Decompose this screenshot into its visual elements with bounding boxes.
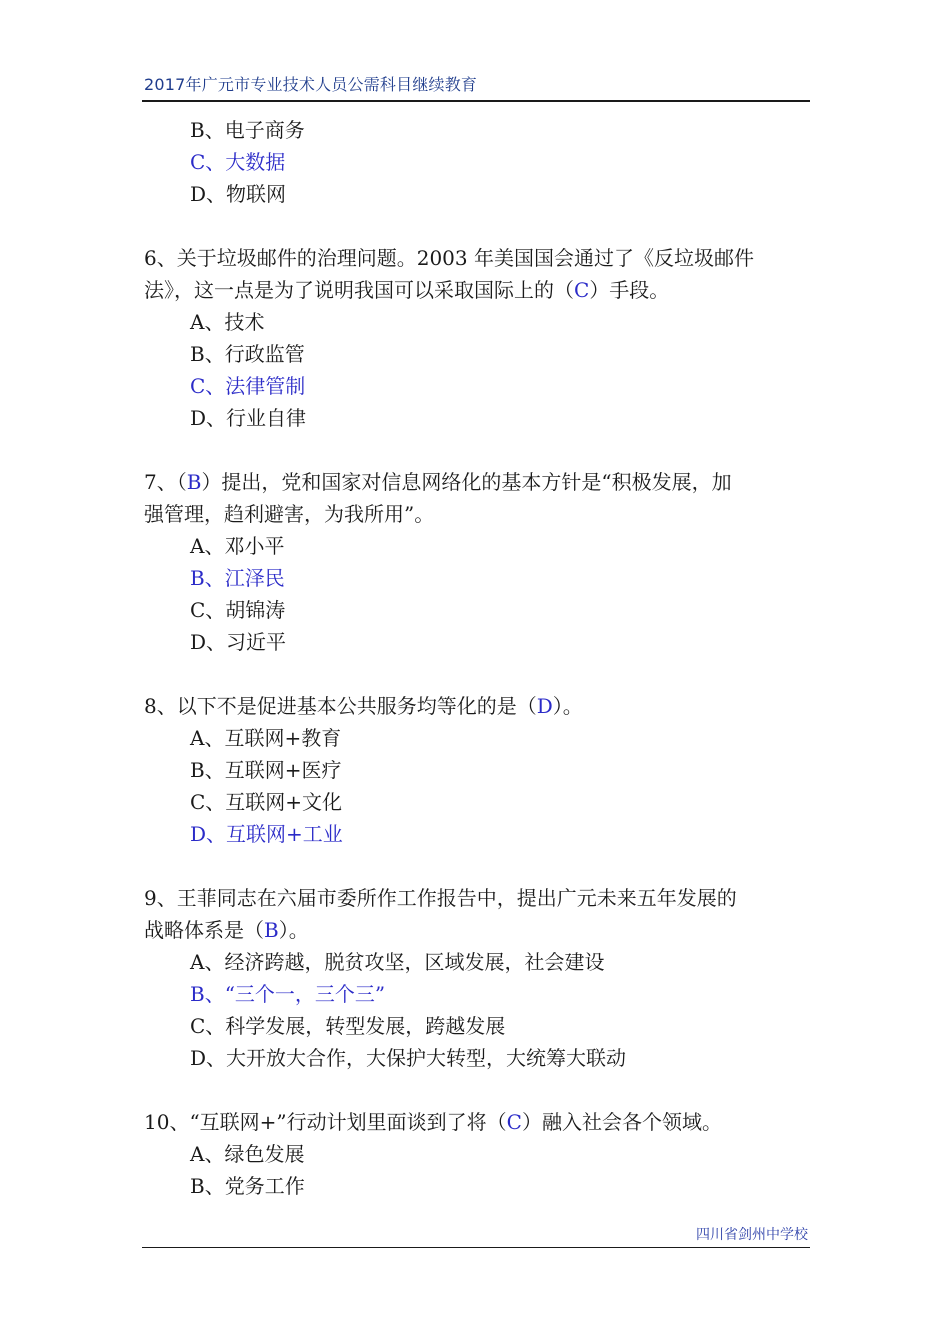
question-text-line (144, 914, 810, 946)
question-text-line: 强管理，趋利避害，为我所用”。 (144, 502, 435, 526)
question-text-line (144, 690, 810, 722)
option-c: C、胡锦涛 (190, 598, 286, 622)
option-c: C、科学发展，转型发展，跨越发展 (190, 1014, 506, 1038)
option-a: A、邓小平 (190, 534, 285, 558)
option-a: A、绿色发展 (190, 1142, 305, 1166)
option-b: B、电子商务 (190, 118, 305, 142)
answer-letter: B (186, 470, 202, 494)
option-a: A、互联网+教育 (190, 726, 342, 750)
question-text: 战略体系是（ (144, 918, 264, 942)
question-text-line (144, 274, 810, 306)
option-b: B、互联网+医疗 (190, 758, 342, 782)
answer-letter: B (264, 918, 279, 942)
question-text: ）手段。 (589, 278, 670, 302)
option-b: B、行政监管 (190, 342, 305, 366)
question-text: ）。 (552, 694, 583, 718)
option-d: D、行业自律 (190, 406, 307, 430)
question-text-line: 9、王菲同志在六届市委所作工作报告中，提出广元未来五年发展的 (144, 886, 737, 910)
option-b: B、党务工作 (190, 1174, 305, 1198)
option-d: D、大开放大合作，大保护大转型，大统筹大联动 (190, 1046, 627, 1070)
option-b-correct: B、江泽民 (190, 566, 285, 590)
question-text-line: 6、关于垃圾邮件的治理问题。2003 年美国国会通过了《反垃圾邮件 (144, 246, 754, 270)
question-text: ）提出，党和国家对信息网络化的基本方针是“积极发展，加 (201, 470, 732, 494)
question-text: 7、（ (144, 470, 187, 494)
question-8 (144, 690, 810, 850)
question-text: 法》，这一点是为了说明我国可以采取国际上的（ (144, 278, 574, 302)
question-text-line (144, 1106, 810, 1138)
page-header (142, 70, 810, 102)
footer-school: 四川省剑州中学校 (696, 1227, 808, 1243)
question-text: ）。 (278, 918, 309, 942)
question-text: 10、“互联网+”行动计划里面谈到了将（ (144, 1110, 507, 1134)
question-6 (144, 242, 810, 434)
question-text-line (144, 466, 810, 498)
answer-letter: C (574, 278, 590, 302)
option-d: D、习近平 (190, 630, 287, 654)
prev-question-options (144, 114, 810, 210)
footer-divider (142, 1247, 810, 1248)
option-d-correct: D、互联网+工业 (190, 822, 343, 846)
option-c-correct: C、大数据 (190, 150, 286, 174)
option-c: C、互联网+文化 (190, 790, 343, 814)
question-text: ）融入社会各个领域。 (521, 1110, 722, 1134)
option-a: A、经济跨越，脱贫攻坚，区域发展，社会建设 (190, 950, 605, 974)
question-text: 8、以下不是促进基本公共服务均等化的是（ (144, 694, 537, 718)
answer-letter: D (536, 694, 553, 718)
header-title: 2017年广元市专业技术人员公需科目继续教育 (144, 75, 478, 94)
question-9 (144, 882, 810, 1074)
question-7 (144, 466, 810, 658)
option-b-correct: B、“三个一，三个三” (190, 982, 386, 1006)
option-d: D、物联网 (190, 182, 287, 206)
option-c-correct: C、法律管制 (190, 374, 306, 398)
question-10 (144, 1106, 810, 1202)
answer-letter: C (506, 1110, 522, 1134)
document-body (144, 114, 810, 1202)
option-a: A、技术 (190, 310, 265, 334)
